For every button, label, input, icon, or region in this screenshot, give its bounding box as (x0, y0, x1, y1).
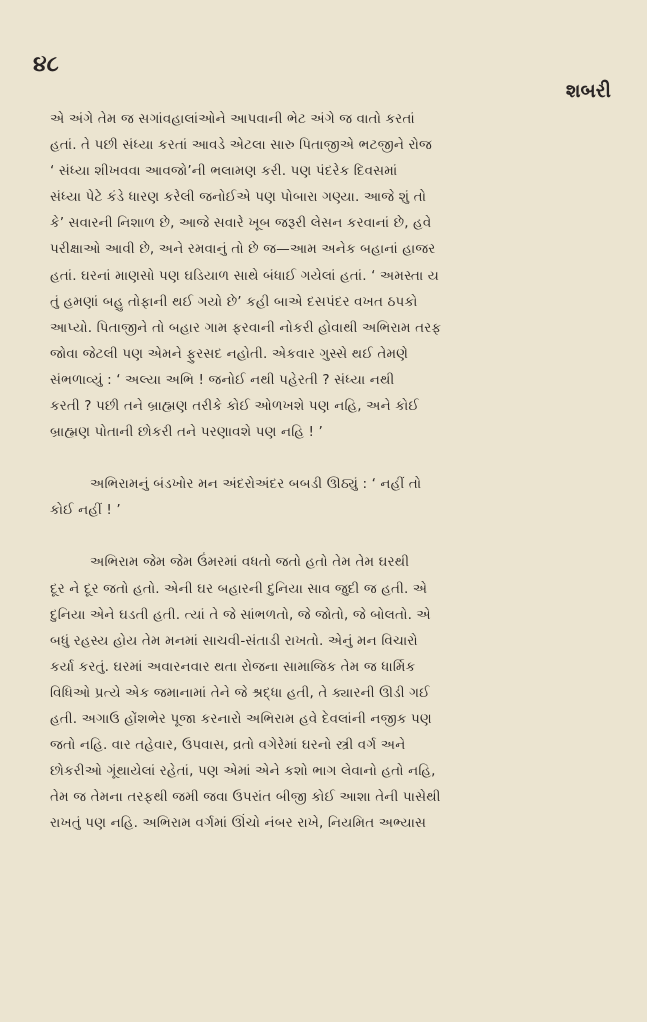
text-line: કોઈ નહીં ! ’ (50, 502, 121, 519)
paragraph-gap (50, 445, 610, 471)
text-line: દૂર ને દૂર જતો હતો. એની ઘર બહારની દુનિયા સાવ જુદી જ હતી. એ (50, 580, 428, 597)
text-line: જોવા જેટલી પણ એમને ફુરસદ નહોતી. એકવાર ગુસ્સે થઈ તેમણે (50, 345, 409, 362)
text-line: જતો નહિ. વાર તહેવાર, ઉપવાસ, વ્રતો વગેરેમાં ઘરનો સ્ત્રી વર્ગ અને (50, 737, 406, 754)
text-line: વિધિઓ પ્રત્યે એક જમાનામાં તેને જે શ્રદ્ધા હતી, તે ક્યારની ઊડી ગઈ (50, 684, 430, 701)
paragraph-gap (50, 523, 610, 549)
text-line: ‘ સંધ્યા શીખવવા આવજો’ની ભલામણ કરી. પણ પંદરેક દિવસમાં (50, 163, 398, 180)
text-line: સંભળાવ્યું : ‘ અલ્યા અભિ ! જનોઈ નથી પહેરતી ? સંધ્યા નથી (50, 371, 395, 388)
text-line: અભિરામ જેમ જેમ ઉંમરમાં વધતો જતો હતો તેમ તેમ ઘરથી (90, 554, 410, 571)
page-number: ૪૮ (33, 52, 59, 77)
paragraph-2 (50, 471, 610, 523)
running-head: શબરી (565, 80, 611, 102)
text-line: કે’ સવારની નિશાળ છે, આજે સવારે ખૂબ જરૂરી લેસન કરવાનાં છે, હવે (50, 215, 432, 232)
text-line: છોકરીઓ ગૂંથાયેલાં રહેતાં, પણ એમાં એને કશો ભાગ લેવાનો હતો નહિ, (50, 763, 436, 780)
text-line: બધું રહસ્ય હોય તેમ મનમાં સાચવી-સંતાડી રાખતો. એનું મન વિચારો (50, 632, 418, 649)
text-line: બ્રાહ્મણ પોતાની છોકરી તને પરણાવશે પણ નહિ ! ’ (50, 424, 323, 441)
text-line: એ અંગે તેમ જ સગાંવહાલાંઓને આપવાની ભેટ અંગે જ વાતો કરતાં (50, 111, 415, 127)
paragraph-1 (50, 106, 610, 445)
text-line: પરીક્ષાઓ આવી છે, અને રમવાનું તો છે જ—આમ અનેક બહાનાં હાજર (50, 241, 436, 258)
text-line: હતાં. ઘરનાં માણસો પણ ઘડિયાળ સાથે બંધાઈ ગયેલાં હતાં. ‘ અમસ્તા ય (50, 267, 439, 284)
text-line: કર્યા કરતું. ઘરમાં અવારનવાર થતા રોજના સામાજિક તેમ જ ધાર્મિક (50, 658, 416, 675)
text-line: હતાં. તે પછી સંધ્યા કરતાં આવડે એટલા સારુ પિતાજીએ ભટજીને રોજ (50, 137, 433, 154)
text-line: તું હમણાં બહુ તોફાની થઈ ગયો છે’ કહી બાએ દસપંદર વખત ઠપકો (50, 293, 418, 310)
text-line: હતી. અગાઉ હોંશભેર પૂજા કરનારો અભિરામ હવે દેવલાંની નજીક પણ (50, 710, 432, 727)
text-line: સંધ્યા પેટે કંડે ધારણ કરેલી જનોઈએ પણ પોબારા ગણ્યા. આજે શું તો (50, 189, 427, 206)
body-text (50, 106, 610, 836)
text-line: તેમ જ તેમના તરફથી જમી જવા ઉપરાંત બીજી કોઈ આશા તેની પાસેથી (50, 789, 441, 806)
paragraph-3 (50, 549, 610, 836)
text-line: રાખતું પણ નહિ. અભિરામ વર્ગમાં ઊંચો નંબર રાખે, નિયમિત અભ્યાસ (50, 815, 427, 832)
text-line: આપ્યો. પિતાજીને તો બહાર ગામ ફરવાની નોકરી હોવાથી અભિરામ તરફ (50, 319, 442, 336)
text-line: કરતી ? પછી તને બ્રાહ્મણ તરીકે કોઈ ઓળખશે પણ નહિ, અને કોઈ (50, 398, 419, 415)
text-line: દુનિયા એને ઘડતી હતી. ત્યાં તે જે સાંભળતો, જે જોતો, જે બોલતો. એ (50, 606, 431, 623)
text-line: અભિરામનું બંડખોર મન અંદરોઅંદર બબડી ઊઠ્યું : ‘ નહીં તો (90, 476, 422, 493)
